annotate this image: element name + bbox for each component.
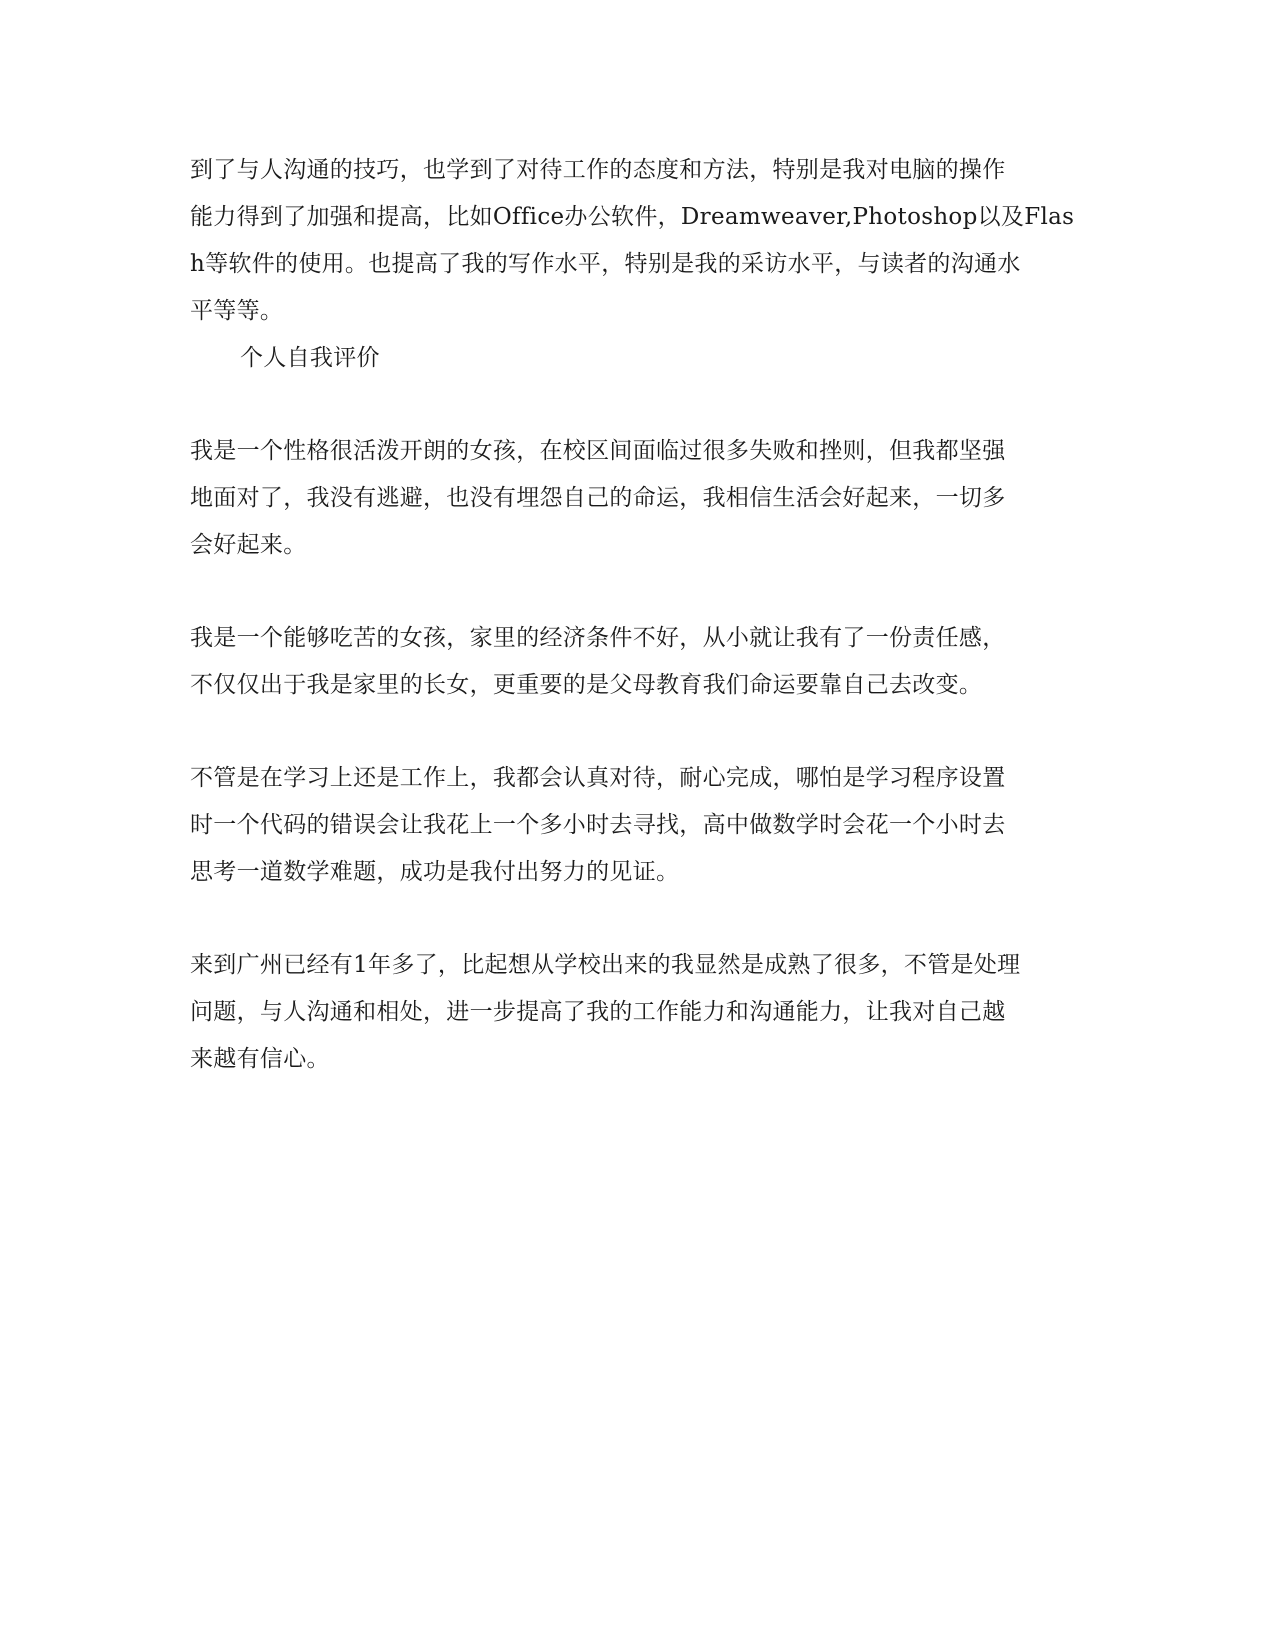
text-line: 平等等。 xyxy=(190,298,284,324)
text-line: 时一个代码的错误会让我花上一个多小时去寻找，高中做数学时会花一个小时去 xyxy=(190,812,1006,838)
text-line: 到了与人沟通的技巧，也学到了对待工作的态度和方法，特别是我对电脑的操作 xyxy=(190,157,1006,183)
text-line: 问题，与人沟通和相处，进一步提高了我的工作能力和沟通能力，让我对自己越 xyxy=(190,999,1006,1025)
text-line: 能力得到了加强和提高，比如Office办公软件，Dreamweaver,Photoshop以及Flas xyxy=(190,204,1075,230)
section-heading: 个人自我评价 xyxy=(240,345,380,371)
text-line: 我是一个能够吃苦的女孩，家里的经济条件不好，从小就让我有了一份责任感， xyxy=(190,625,1006,651)
text-line: 来到广州已经有1年多了，比起想从学校出来的我显然是成熟了很多，不管是处理 xyxy=(190,952,1021,978)
text-line: 思考一道数学难题，成功是我付出努力的见证。 xyxy=(190,859,680,885)
text-line: 我是一个性格很活泼开朗的女孩，在校区间面临过很多失败和挫则，但我都坚强 xyxy=(190,438,1006,464)
text-line: 不仅仅出于我是家里的长女，更重要的是父母教育我们命运要靠自己去改变。 xyxy=(190,672,983,698)
text-line: 地面对了，我没有逃避，也没有埋怨自己的命运，我相信生活会好起来，一切多 xyxy=(190,485,1006,511)
text-line: 不管是在学习上还是工作上，我都会认真对待，耐心完成，哪怕是学习程序设置 xyxy=(190,765,1006,791)
text-line: 会好起来。 xyxy=(190,532,307,558)
text-line: 来越有信心。 xyxy=(190,1046,330,1072)
text-line: h等软件的使用。也提高了我的写作水平，特别是我的采访水平，与读者的沟通水 xyxy=(190,251,1021,277)
